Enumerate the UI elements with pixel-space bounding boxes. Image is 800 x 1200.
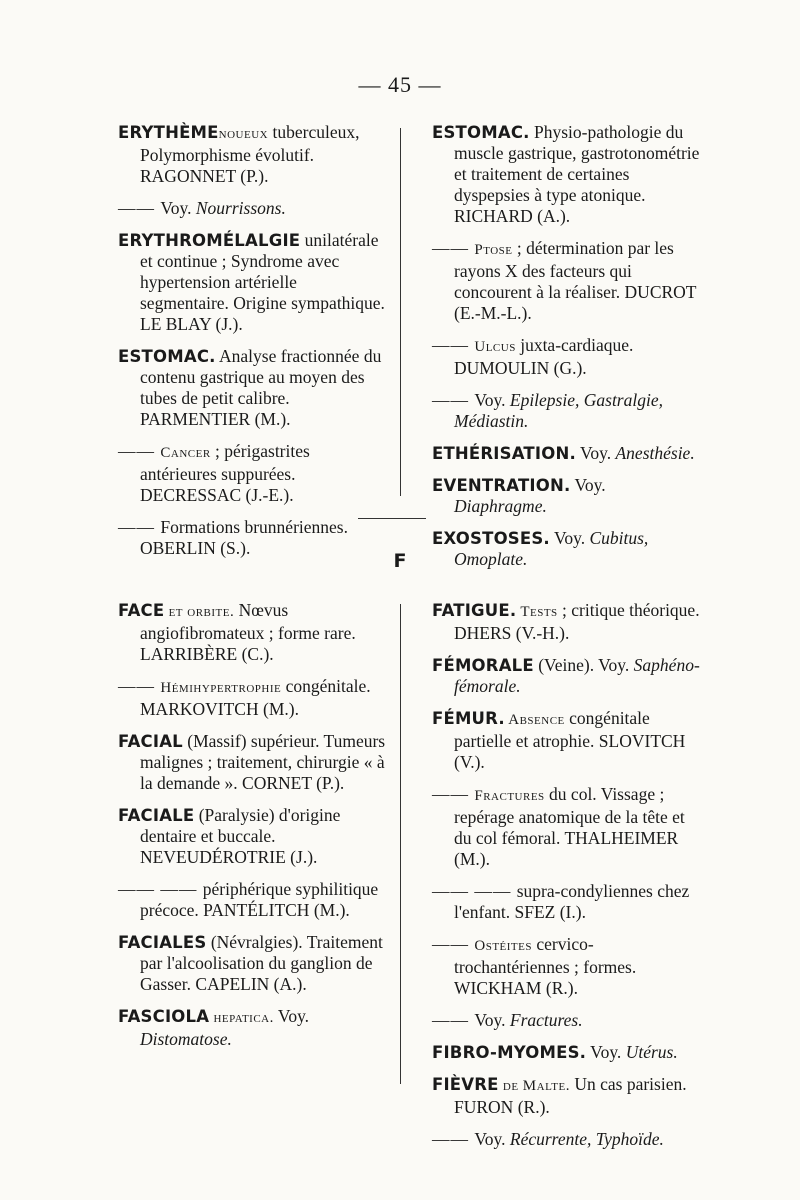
- entry-smallcaps: Fractures: [474, 788, 545, 804]
- index-entry: [118, 805, 388, 868]
- index-entry: [432, 443, 702, 464]
- entry-text: cervico-trochantériennes ; formes. WICKHAM (R.).: [454, 934, 637, 998]
- entry-headword: ESTOMAC.: [432, 123, 530, 142]
- entry-headword: ETHÉRISATION.: [432, 444, 576, 463]
- entry-text: unilatérale et continue ; Syndrome avec hypertension artérielle segmentaire. Origine sympathique. LE BLAY (J.).: [140, 230, 385, 334]
- entry-dash: ——: [432, 1010, 475, 1030]
- entry-text: tuberculeux, Polymorphisme évolutif. RAGONNET (P.).: [140, 122, 360, 186]
- entry-text: ; critique théorique. DHERS (V.-H.).: [454, 600, 700, 643]
- entry-text: (Massif) supérieur. Tumeurs malignes ; traitement, chirurgie « à la demande ». CORNET (P.).: [140, 731, 386, 793]
- index-entry: [432, 1010, 702, 1031]
- entry-headword: FIÈVRE: [432, 1075, 499, 1094]
- entry-text: supra-condyliennes chez l'enfant. SFEZ (I.).: [454, 881, 690, 922]
- index-entry: [432, 1074, 702, 1118]
- entry-reference: Diaphragme.: [454, 496, 547, 516]
- index-entry: [432, 784, 702, 870]
- entry-headword: EXOSTOSES.: [432, 529, 550, 548]
- entry-reference: Saphéno-fémorale.: [454, 655, 700, 696]
- entry-headword: FACIALES: [118, 933, 207, 952]
- entry-headword: FÉMORALE: [432, 656, 534, 675]
- entry-dash: ——: [432, 238, 475, 258]
- entry-text: ; périgastrites antérieures suppurées. DECRESSAC (J.-E.).: [140, 441, 310, 505]
- entry-text: Voy.: [474, 1129, 510, 1149]
- entry-headword: FACIAL: [118, 732, 183, 751]
- entry-text: ; détermination par les rayons X des facteurs qui concourent à la réaliser. DUCROT (E.-M.-L.).: [454, 238, 697, 323]
- entry-headword: FÉMUR.: [432, 709, 505, 728]
- index-entry: [432, 390, 702, 432]
- entry-text: Voy.: [575, 443, 616, 463]
- entry-dash: ——: [118, 517, 161, 537]
- entry-text: Voy.: [474, 1010, 510, 1030]
- column-divider-top: [400, 128, 401, 496]
- entry-text: (Veine). Voy.: [533, 655, 634, 675]
- entry-text: Voy.: [273, 1006, 310, 1026]
- entry-smallcaps: et orbite.: [164, 604, 235, 620]
- entry-text: du col. Vissage ; repérage anatomique de la tête et du col fémoral. THALHEIMER (M.).: [454, 784, 685, 869]
- entry-smallcaps: Ptose: [474, 242, 513, 258]
- entry-text: congénitale. MARKOVITCH (M.).: [140, 676, 371, 719]
- index-entry: [118, 676, 388, 720]
- index-entry: [432, 335, 702, 379]
- entry-reference: Nourrissons.: [195, 198, 286, 218]
- entry-dash: ——: [432, 1129, 475, 1149]
- entry-smallcaps: Tests: [516, 604, 558, 620]
- entry-headword: ERYTHROMÉLALGIE: [118, 231, 301, 250]
- index-entry: [432, 122, 702, 227]
- entry-dash: ——: [118, 441, 161, 461]
- entry-dash: ——: [432, 335, 475, 355]
- entry-reference: Cubitus, Omoplate.: [454, 528, 649, 569]
- entry-dash: ——: [432, 784, 475, 804]
- section-letter: F: [393, 550, 407, 572]
- bottom-left-column: [118, 600, 388, 1061]
- entry-headword: FASCIOLA: [118, 1007, 210, 1026]
- entry-dash: —— ——: [432, 881, 517, 901]
- entry-dash: ——: [118, 676, 161, 696]
- entry-text: (Névralgies). Traitement par l'alcoolisation du ganglion de Gasser. CAPELIN (A.).: [140, 932, 383, 994]
- entry-reference: Utérus.: [625, 1042, 678, 1062]
- index-entry: [118, 731, 388, 794]
- entry-text: Analyse fractionnée du contenu gastrique au moyen des tubes de petit calibre. PARMENTIER (M.).: [140, 346, 382, 429]
- entry-reference: Distomatose.: [140, 1029, 232, 1049]
- entry-headword: ERYTHÈME: [118, 123, 219, 142]
- index-entry: [432, 655, 702, 697]
- entry-reference: Anesthésie.: [615, 443, 695, 463]
- index-entry: [118, 441, 388, 506]
- entry-text: Voy.: [570, 475, 606, 495]
- index-entry: [118, 346, 388, 430]
- index-entry: [118, 230, 388, 335]
- index-entry: [118, 198, 388, 219]
- index-entry: [432, 475, 702, 517]
- entry-text: (Paralysie) d'origine dentaire et buccale. NEVEUDÉROTRIE (J.).: [140, 805, 341, 867]
- entry-text: Un cas parisien. FURON (R.).: [454, 1074, 687, 1117]
- column-divider-bottom: [400, 604, 401, 1084]
- top-left-column: [118, 122, 388, 570]
- entry-smallcaps: noueux: [218, 126, 269, 142]
- index-entry: [118, 879, 388, 921]
- entry-text: congénitale partielle et atrophie. SLOVITCH (V.).: [454, 708, 686, 772]
- entry-headword: FACIALE: [118, 806, 195, 825]
- index-entry: [432, 934, 702, 999]
- entry-text: périphérique syphilitique précoce. PANTÉLITCH (M.).: [140, 879, 379, 920]
- entry-reference: Epilepsie, Gastralgie, Médiastin.: [454, 390, 663, 431]
- entry-smallcaps: Hémihypertrophie: [160, 680, 282, 696]
- index-entry: [118, 932, 388, 995]
- entry-smallcaps: Ulcus: [474, 339, 516, 355]
- entry-smallcaps: Absence: [504, 712, 565, 728]
- entry-text: Nœvus angiofibromateux ; forme rare. LARRIBÈRE (C.).: [140, 600, 356, 664]
- section-divider: [358, 518, 426, 519]
- page-number: — 45 —: [358, 72, 442, 97]
- entry-dash: ——: [118, 198, 161, 218]
- entry-text: Voy.: [474, 390, 510, 410]
- entry-text: Voy.: [586, 1042, 626, 1062]
- entry-dash: ——: [432, 390, 475, 410]
- index-entry: [432, 708, 702, 773]
- entry-smallcaps: de Malte.: [498, 1078, 570, 1094]
- entry-text: Voy.: [549, 528, 590, 548]
- entry-text: Physio-pathologie du muscle gastrique, gastrotonométrie et traitement de certaines dyspepsies à type atonique. RICHARD (A.).: [454, 122, 700, 226]
- entry-text: Formations brunnériennes. OBERLIN (S.).: [140, 517, 348, 558]
- entry-smallcaps: Cancer: [160, 445, 211, 461]
- entry-smallcaps: hepatica.: [209, 1010, 274, 1026]
- entry-reference: Récurrente, Typhoïde.: [509, 1129, 664, 1149]
- index-entry: [432, 1042, 702, 1063]
- index-entry: [432, 238, 702, 324]
- entry-text: juxta-cardiaque. DUMOULIN (G.).: [454, 335, 634, 378]
- entry-text: Voy.: [160, 198, 196, 218]
- entry-headword: EVENTRATION.: [432, 476, 571, 495]
- entry-headword: FACE: [118, 601, 165, 620]
- index-entry: [118, 1006, 388, 1050]
- entry-reference: Fractures.: [509, 1010, 583, 1030]
- top-right-column: [432, 122, 702, 581]
- entry-smallcaps: Ostéites: [474, 938, 532, 954]
- bottom-right-column: [432, 600, 702, 1161]
- index-entry: [432, 881, 702, 923]
- entry-dash: —— ——: [118, 879, 203, 899]
- entry-headword: FIBRO-MYOMES.: [432, 1043, 587, 1062]
- index-entry: [432, 600, 702, 644]
- index-entry: [118, 600, 388, 665]
- entry-headword: ESTOMAC.: [118, 347, 216, 366]
- index-entry: [118, 122, 388, 187]
- entry-dash: ——: [432, 934, 475, 954]
- entry-headword: FATIGUE.: [432, 601, 517, 620]
- index-entry: [432, 1129, 702, 1150]
